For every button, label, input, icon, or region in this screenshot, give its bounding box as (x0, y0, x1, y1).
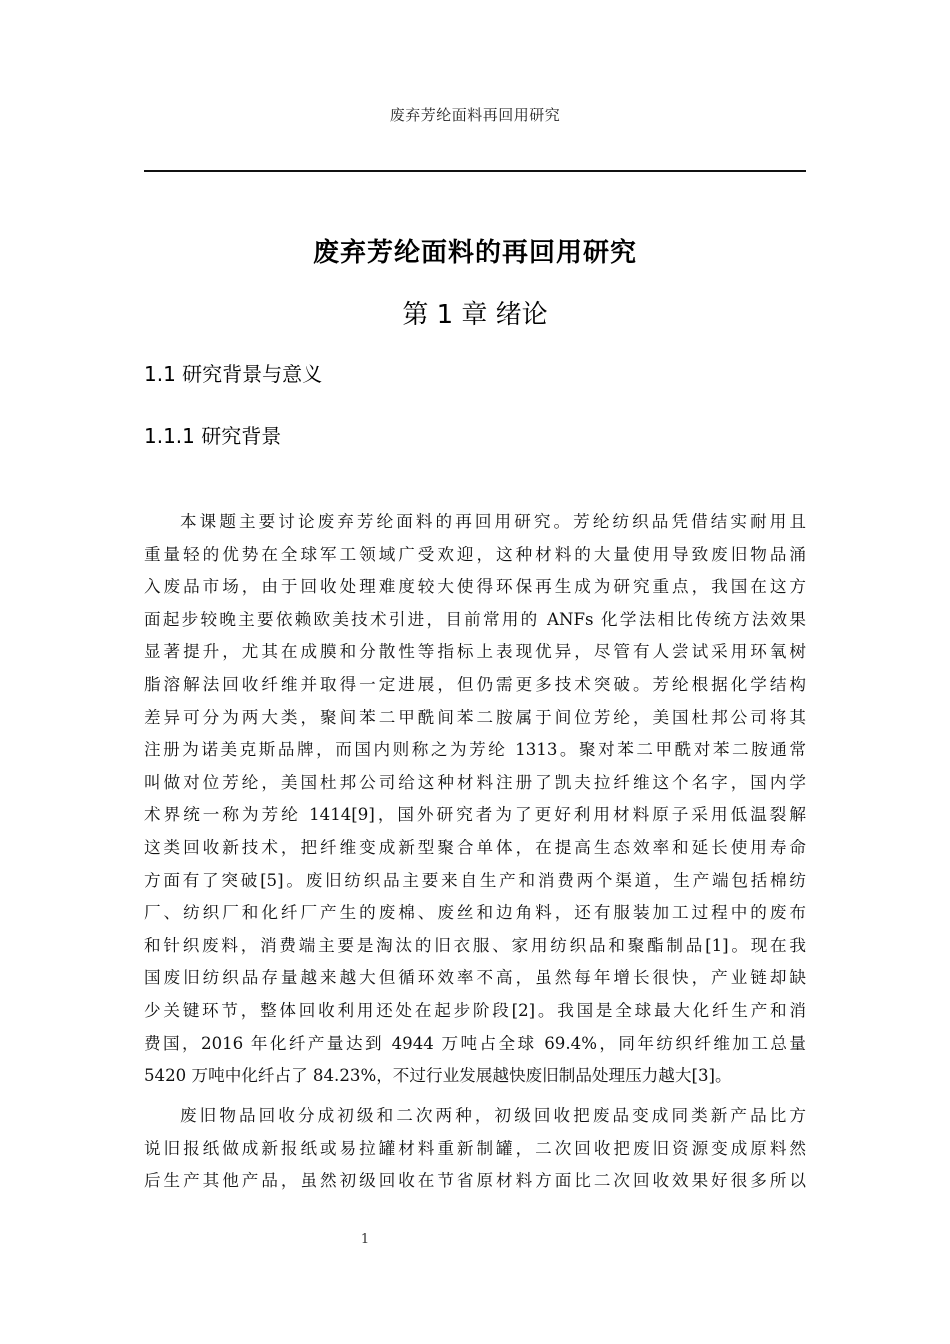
text-line: 和针织废料，消费端主要是淘汰的旧衣服、家用纺织品和聚酯制品[1]。现在我 (144, 935, 806, 955)
subsection-heading: 1.1.1 研究背景 (144, 424, 282, 448)
text-line: 注册为诺美克斯品牌，而国内则称之为芳纶 1313。聚对苯二甲酰对苯二胺通常 (144, 740, 806, 760)
paragraph-recycling-types (144, 1100, 806, 1198)
text-line: 这类回收新技术，把纤维变成新型聚合单体，在提高生态效率和延长使用寿命 (144, 837, 806, 857)
text-line: 差异可分为两大类，聚间苯二甲酰间苯二胺属于间位芳纶，美国杜邦公司将其 (144, 707, 806, 727)
text-line: 说旧报纸做成新报纸或易拉罐材料重新制罐，二次回收把废旧资源变成原料然 (144, 1138, 806, 1158)
text-line: 后生产其他产品，虽然初级回收在节省原材料方面比二次回收效果好很多所以 (144, 1171, 806, 1191)
header-divider (144, 170, 806, 172)
text-line: 重量轻的优势在全球军工领域广受欢迎，这种材料的大量使用导致废旧物品涌 (144, 544, 806, 564)
page-number: 1 (360, 1232, 370, 1247)
text-line: 术界统一称为芳纶 1414[9]，国外研究者为了更好利用材料原子采用低温裂解 (144, 805, 806, 825)
text-line: 少关键环节，整体回收利用还处在起步阶段[2]。我国是全球最大化纤生产和消 (144, 1000, 806, 1020)
text-line: 费国，2016 年化纤产量达到 4944 万吨占全球 69.4%，同年纺织纤维加工总量 (144, 1033, 806, 1053)
chapter-heading: 第 1 章 绪论 (402, 300, 548, 330)
text-line: 本课题主要讨论废弃芳纶面料的再回用研究。芳纶纺织品凭借结实耐用且 (180, 512, 806, 531)
document-title: 废弃芳纶面料的再回用研究 (312, 238, 637, 268)
text-line: 显著提升，尤其在成膜和分散性等指标上表现优异，尽管有人尝试采用环氧树 (144, 642, 806, 662)
text-line: 5420 万吨中化纤占了 84.23%，不过行业发展越快废旧制品处理压力越大[3]。 (144, 1066, 732, 1086)
text-line: 叫做对位芳纶，美国杜邦公司给这种材料注册了凯夫拉纤维这个名字，国内学 (144, 772, 806, 792)
section-heading: 1.1 研究背景与意义 (144, 362, 323, 386)
text-line: 方面有了突破[5]。废旧纺织品主要来自生产和消费两个渠道，生产端包括棉纺 (144, 870, 806, 890)
text-line: 入废品市场，由于回收处理难度较大使得环保再生成为研究重点，我国在这方 (144, 577, 806, 597)
text-line: 脂溶解法回收纤维并取得一定进展，但仍需更多技术突破。芳纶根据化学结构 (144, 674, 806, 694)
text-line: 厂、纺织厂和化纤厂产生的废棉、废丝和边角料，还有服装加工过程中的废布 (144, 903, 806, 923)
text-line: 废旧物品回收分成初级和二次两种，初级回收把废品变成同类新产品比方 (180, 1106, 806, 1125)
running-header-title: 废弃芳纶面料再回用研究 (389, 106, 561, 124)
text-line: 国废旧纺织品存量越来越大但循环效率不高，虽然每年增长很快，产业链却缺 (144, 968, 806, 988)
paragraph-research-background (144, 506, 806, 1093)
text-line: 面起步较晚主要依赖欧美技术引进，目前常用的 ANFs 化学法相比传统方法效果 (144, 609, 806, 629)
